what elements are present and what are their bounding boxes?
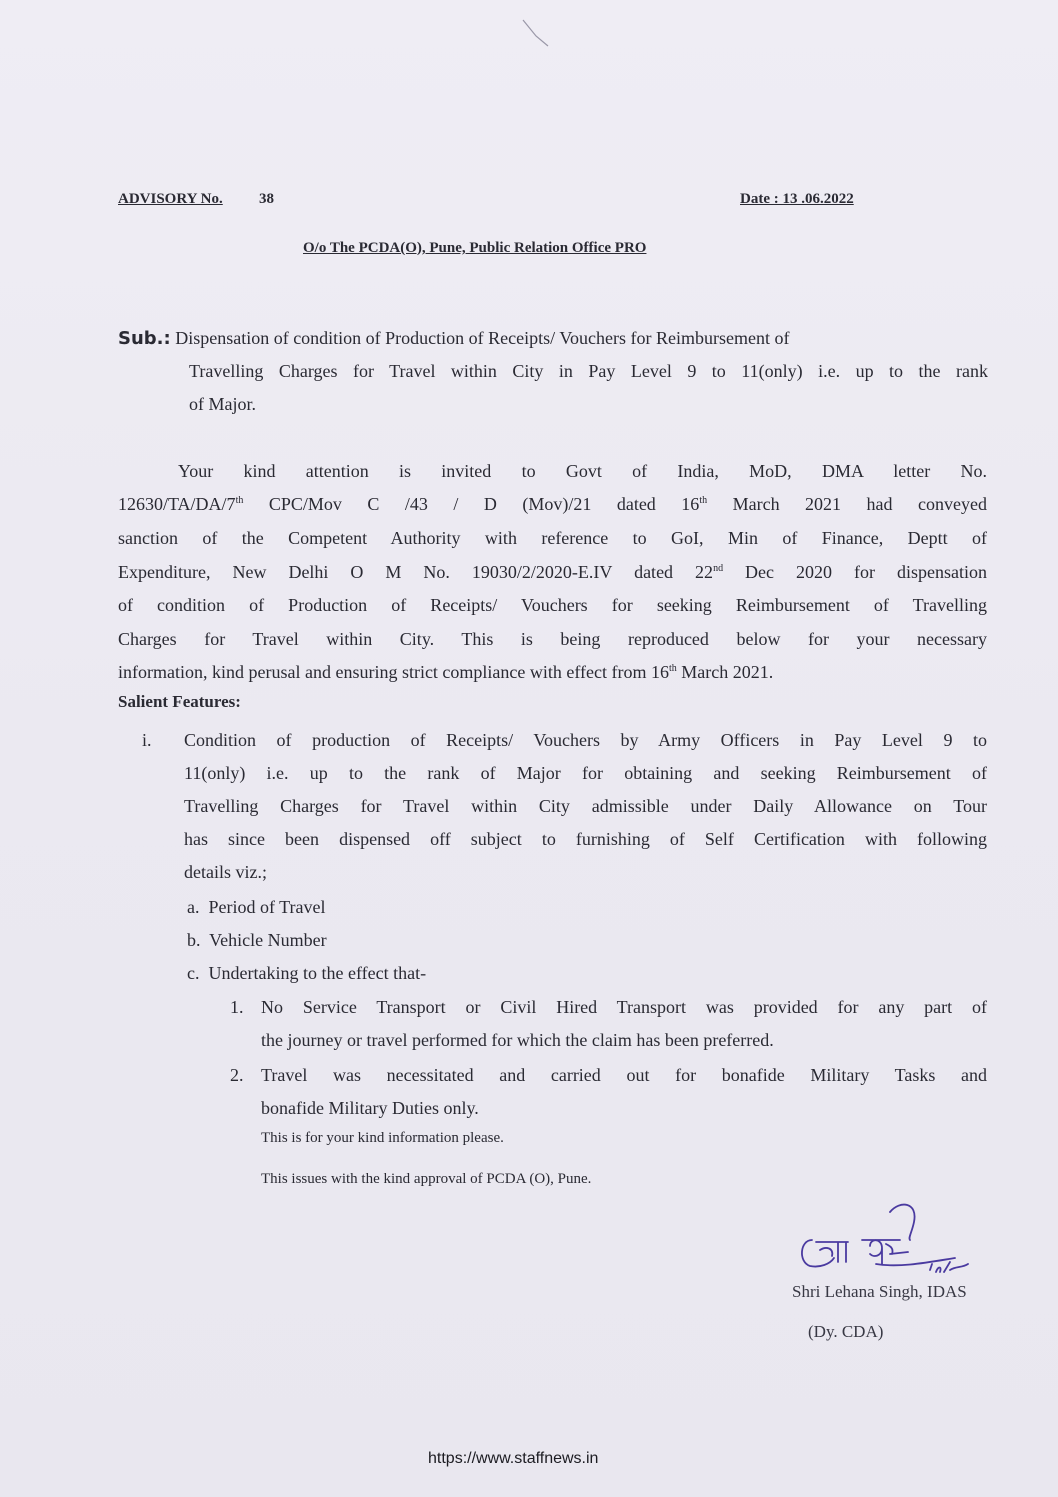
para-line-4: Expenditure, New Delhi O M No. 19030/2/2020-E.IV dated 22nd Dec 2020 for dispensation — [118, 562, 987, 582]
salient-item-line-4: has since been dispensed off subject to furnishing of Self Certification with following — [184, 829, 987, 849]
undertaking-1-marker: 1. — [230, 997, 244, 1017]
para-line-5: of condition of Production of Receipts/ Vouchers for seeking Reimbursement of Travelling — [118, 595, 987, 615]
undertaking-2-line-1: Travel was necessitated and carried out for bonafide Military Tasks and — [261, 1065, 987, 1085]
para-line-3: sanction of the Competent Authority with reference to GoI, Min of Finance, Deptt of — [118, 528, 987, 548]
closing-line-2: This issues with the kind approval of PCDA (O), Pune. — [261, 1171, 592, 1187]
advisory-number: ADVISORY No. — [118, 191, 223, 207]
fold-mark — [518, 18, 558, 48]
handwritten-signature — [790, 1192, 990, 1292]
subject-label: Sub.: — [118, 328, 171, 349]
undertaking-1-line-1: No Service Transport or Civil Hired Transport was provided for any part of — [261, 997, 987, 1017]
undertaking-2-marker: 2. — [230, 1065, 244, 1085]
office-heading: O/o The PCDA(O), Pune, Public Relation Office PRO — [303, 240, 647, 256]
salient-item-marker: i. — [142, 730, 152, 750]
para-line-1: Your kind attention is invited to Govt of India, MoD, DMA letter No. — [178, 461, 987, 481]
closing-line-1: This is for your kind information please. — [261, 1130, 504, 1146]
signatory-name: Shri Lehana Singh, IDAS — [792, 1282, 967, 1301]
salient-item-line-1: Condition of production of Receipts/ Vouchers by Army Officers in Pay Level 9 to — [184, 730, 987, 750]
detail-vehicle-number: b. Vehicle Number — [187, 930, 327, 950]
detail-undertaking: c. Undertaking to the effect that- — [187, 963, 427, 983]
para-line-6: Charges for Travel within City. This is being reproduced below for your necessary — [118, 629, 987, 649]
salient-item-line-5: details viz.; — [184, 862, 267, 882]
undertaking-2-line-2: bonafide Military Duties only. — [261, 1098, 479, 1118]
detail-period-of-travel: a. Period of Travel — [187, 897, 326, 917]
salient-item-line-2: 11(only) i.e. up to the rank of Major for obtaining and seeking Reimbursement of — [184, 763, 987, 783]
para-line-7: information, kind perusal and ensuring strict compliance with effect from 16th March 2021. — [118, 662, 774, 682]
subject-line-3: of Major. — [189, 394, 256, 414]
undertaking-1-line-2: the journey or travel performed for which the claim has been preferred. — [261, 1030, 774, 1050]
advisory-number-value: 38 — [259, 191, 274, 207]
advisory-date: Date : 13 .06.2022 — [740, 191, 854, 207]
salient-item-line-3: Travelling Charges for Travel within City admissible under Daily Allowance on Tour — [184, 796, 987, 816]
subject-line-2: Travelling Charges for Travel within City in Pay Level 9 to 11(only) i.e. up to the rank — [189, 361, 988, 381]
subject-line-1: Sub.: Dispensation of condition of Production of Receipts/ Vouchers for Reimbursement of — [118, 328, 790, 349]
salient-features-heading: Salient Features: — [118, 692, 241, 711]
para-line-2: 12630/TA/DA/7th CPC/Mov C /43 / D (Mov)/21 dated 16th March 2021 had conveyed — [118, 494, 988, 514]
signatory-designation: (Dy. CDA) — [808, 1322, 884, 1341]
footer-url: https://www.staffnews.in — [428, 1450, 599, 1467]
